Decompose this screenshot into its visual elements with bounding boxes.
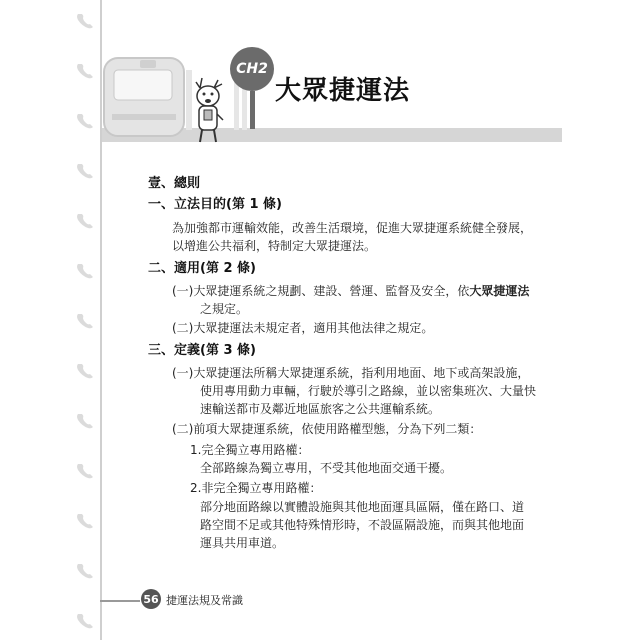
deer-mascot-illustration	[188, 74, 228, 146]
list-item-continuation: 之規定。	[200, 302, 249, 316]
chapter-badge-text: CH2	[236, 61, 268, 77]
phone-icon	[74, 410, 96, 430]
footer-rule	[100, 600, 140, 602]
list-item-continuation: 速輸送都市及鄰近地區旅客之公共運輸系統。	[200, 402, 441, 416]
chapter-title: 大眾捷運法	[275, 76, 411, 106]
paragraph-line: 以增進公共福利，特制定大眾捷運法。	[172, 239, 377, 253]
sub-item-description: 路空間不足或其他特殊情形時，不設區隔設施，而與其他地面	[200, 518, 525, 532]
paragraph-line: 為加強都市運輸效能，改善生活環境，促進大眾捷運系統健全發展，	[172, 221, 533, 235]
article-heading: 二、適用(第 2 條)	[148, 261, 256, 276]
phone-icon	[74, 10, 96, 30]
phone-icon	[74, 110, 96, 130]
list-item: (二)前項大眾捷運系統，依使用路權型態，分為下列二類：	[172, 422, 482, 436]
phone-icon	[74, 160, 96, 180]
page-number: 56	[141, 589, 161, 609]
phone-icon	[74, 60, 96, 80]
chapter-badge-pole	[250, 91, 255, 129]
list-item	[172, 283, 529, 299]
chapter-badge	[230, 47, 274, 91]
phone-icon	[74, 360, 96, 380]
sub-item-description: 部分地面路線以實體設施與其他地面運具區隔，僅在路口、道	[200, 500, 525, 514]
list-item-continuation: 使用專用動力車輛，行駛於導引之路線，並以密集班次、大量快	[200, 384, 537, 398]
phone-icon	[74, 510, 96, 530]
sub-item-title: 1.完全獨立專用路權：	[190, 443, 310, 457]
article-heading: 三、定義(第 3 條)	[148, 343, 256, 358]
phone-icon	[74, 260, 96, 280]
sub-item-description: 運具共用車道。	[200, 536, 285, 550]
list-item: (二)大眾捷運法未規定者，適用其他法律之規定。	[172, 321, 434, 335]
phone-icon	[74, 560, 96, 580]
phone-icon	[74, 310, 96, 330]
article-heading: 一、立法目的(第 1 條)	[148, 197, 282, 212]
emphasized-text: 大眾捷運法	[469, 284, 530, 298]
section-title: 壹、總則	[148, 176, 201, 191]
footer-book-title: 捷運法規及常識	[166, 594, 243, 607]
phone-icon	[74, 460, 96, 480]
sub-item-description: 全部路線為獨立專用，不受其他地面交通干擾。	[200, 461, 453, 475]
list-item-text: (一)大眾捷運系統之規劃、建設、營運、監督及安全，依	[172, 284, 470, 298]
phone-icon	[74, 610, 96, 630]
list-item: (一)大眾捷運法所稱大眾捷運系統，指利用地面、地下或高架設施，	[172, 366, 530, 380]
sub-item-title: 2.非完全獨立專用路權：	[190, 481, 322, 495]
phone-icon	[74, 210, 96, 230]
